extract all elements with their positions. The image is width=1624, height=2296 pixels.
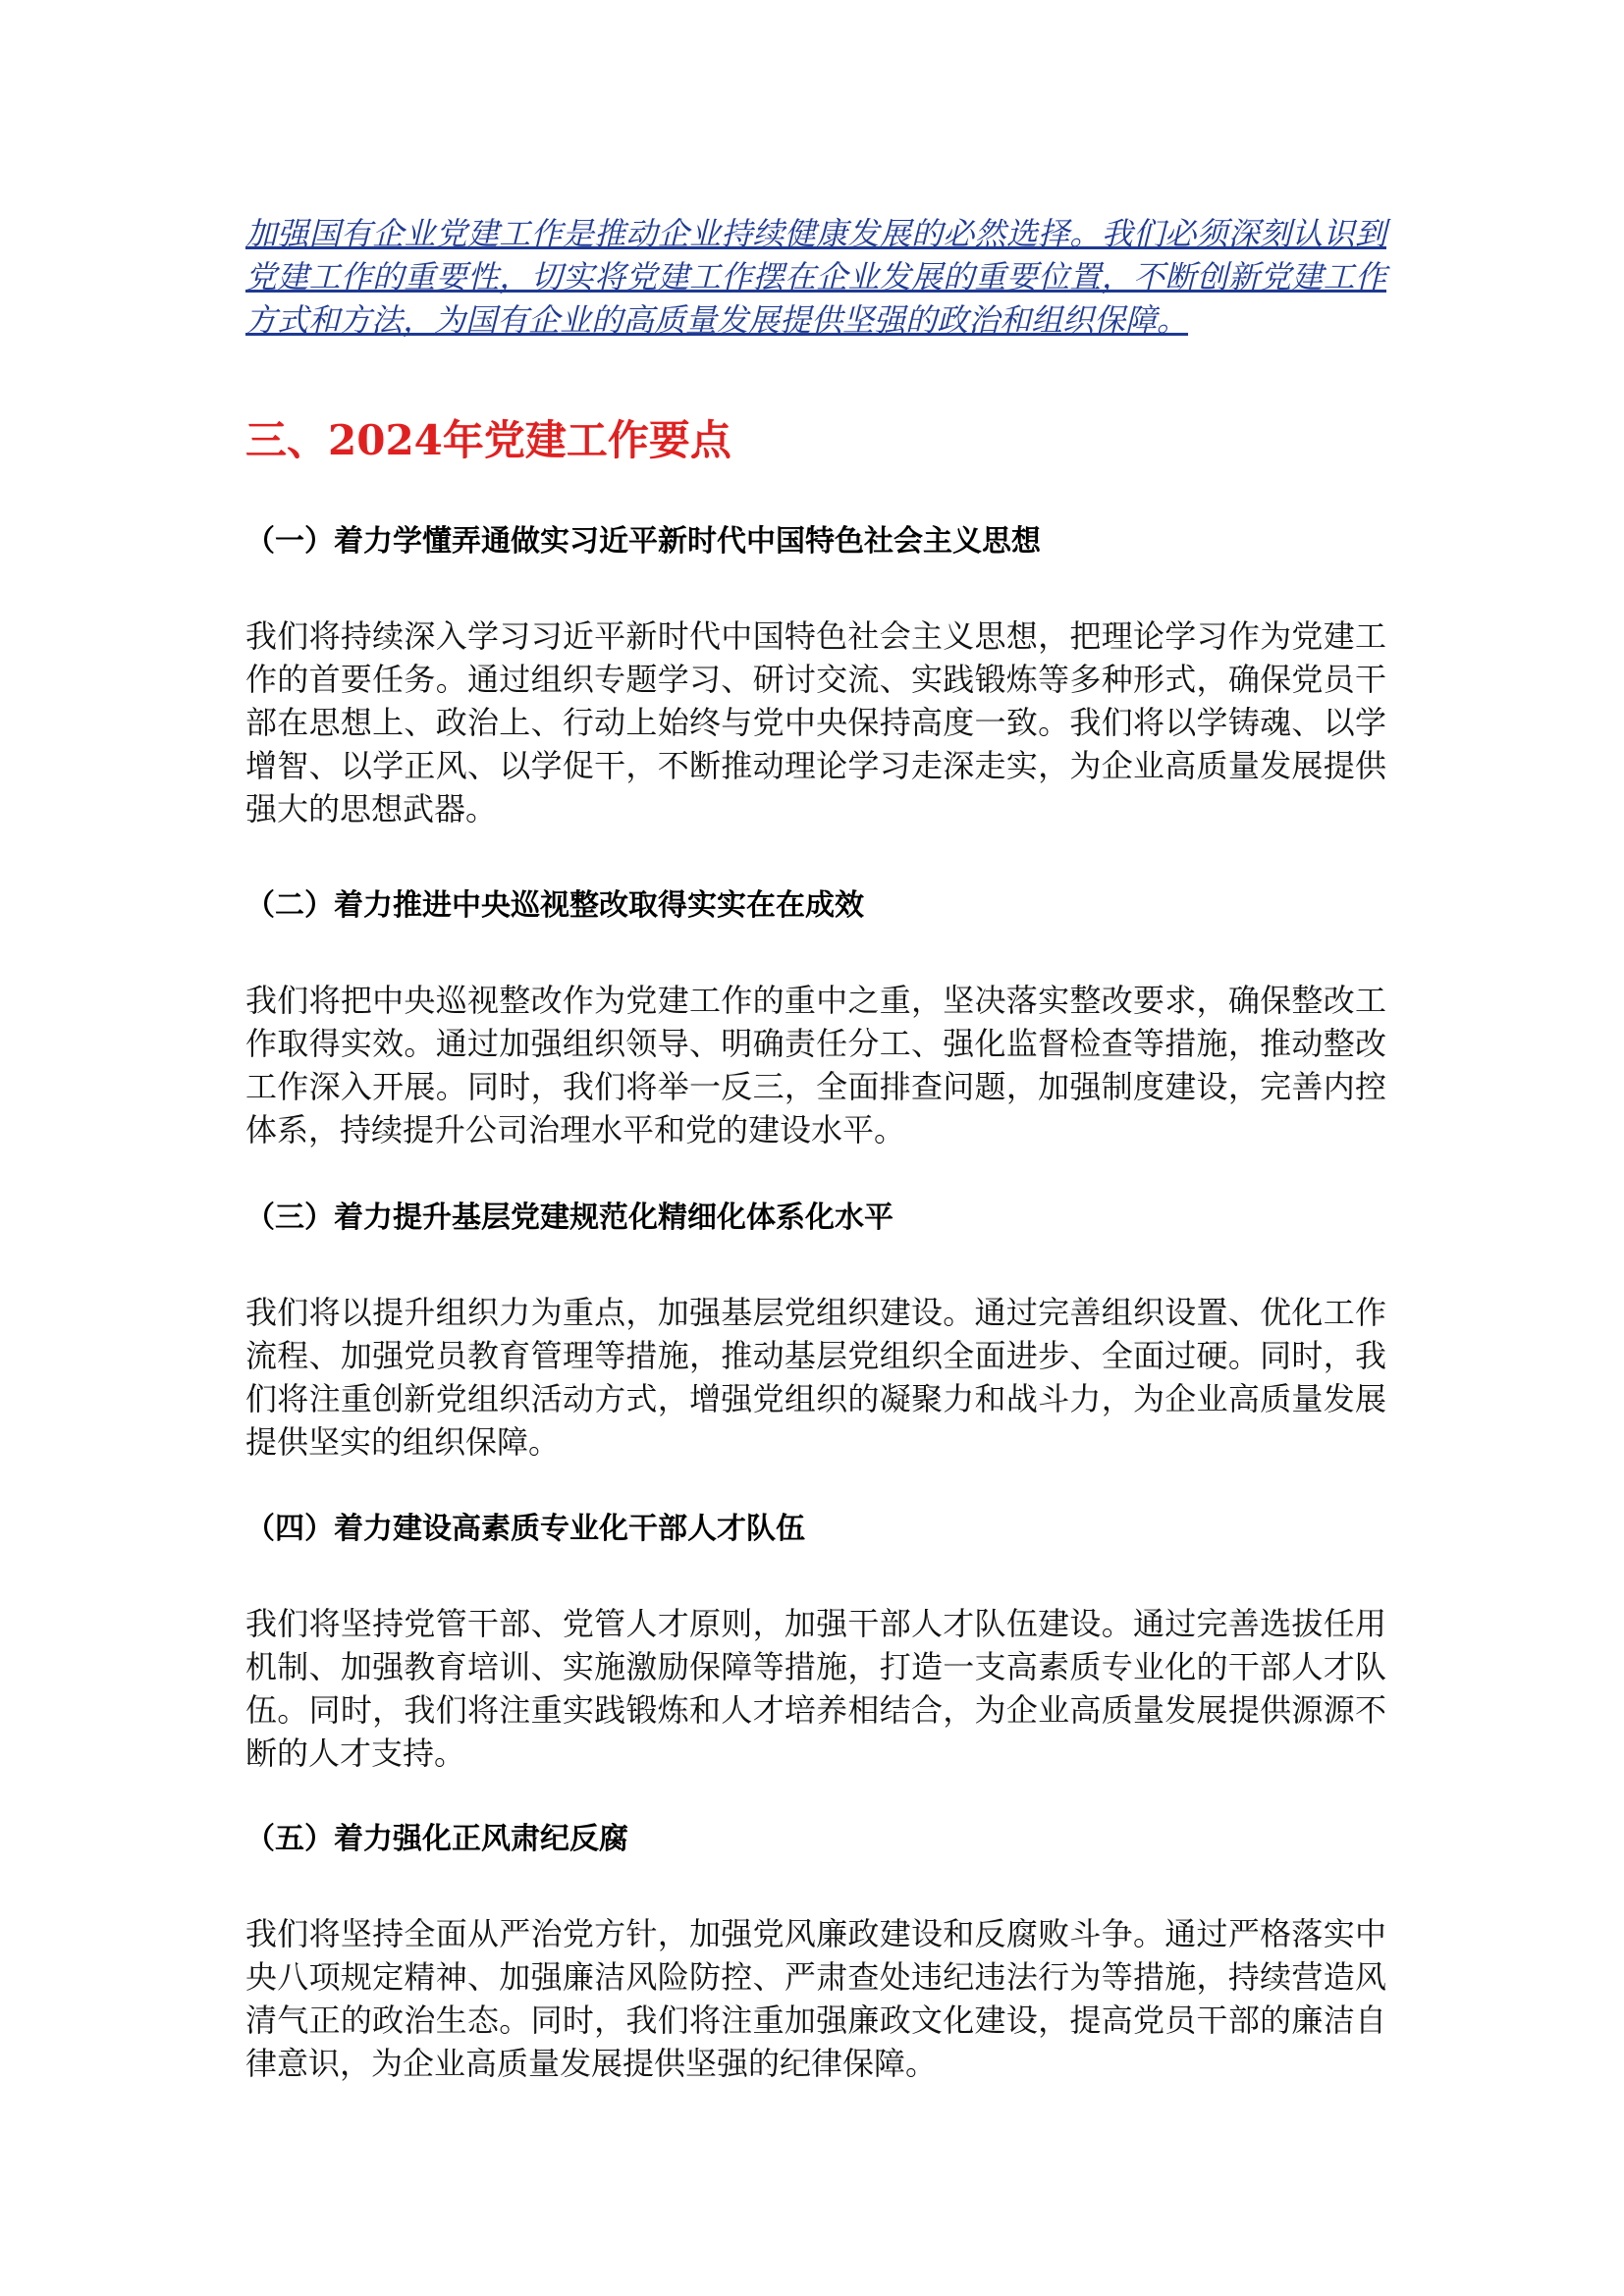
- subsection-body: 我们将持续深入学习习近平新时代中国特色社会主义思想，把理论学习作为党建工作的首要任务。通过组织专题学习、研讨交流、实践锻炼等多种形式，确保党员干部在思想上、政治上、行动上始终与党中央保持高度一致。我们将以学铸魂、以学增智、以学正风、以学促干，不断推动理论学习走深走实，为企业高质量发展提供强大的思想武器。: [245, 617, 1386, 828]
- document-page: [245, 212, 1386, 2082]
- subsection-heading: （五）着力强化正风肃纪反腐: [245, 1822, 628, 1856]
- subsection-1: [245, 522, 1386, 830]
- subsection-5: [245, 1820, 1386, 2085]
- subsection-body: 我们将把中央巡视整改作为党建工作的重中之重，坚决落实整改要求，确保整改工作取得实效。通过加强组织领导、明确责任分工、强化监督检查等措施，推动整改工作深入开展。同时，我们将举一反三，全面排查问题，加强制度建设，完善内控体系，持续提升公司治理水平和党的建设水平。: [245, 982, 1386, 1148]
- subsection-body: 我们将以提升组织力为重点，加强基层党组织建设。通过完善组织设置、优化工作流程、加强党员教育管理等措施，推动基层党组织全面进步、全面过硬。同时，我们将注重创新党组织活动方式，增强党组织的凝聚力和战斗力，为企业高质量发展提供坚实的组织保障。: [245, 1294, 1386, 1461]
- subsection-heading: （二）着力推进中央巡视整改取得实实在在成效: [245, 888, 864, 923]
- subsection-2: [245, 886, 1386, 1151]
- subsection-heading: （一）着力学懂弄通做实习近平新时代中国特色社会主义思想: [245, 524, 1041, 559]
- subsection-3: [245, 1199, 1386, 1464]
- subsection-body: 我们将坚持全面从严治党方针，加强党风廉政建设和反腐败斗争。通过严格落实中央八项规定精神、加强廉洁风险防控、严肃查处违纪违法行为等措施，持续营造风清气正的政治生态。同时，我们将注重加强廉政文化建设，提高党员干部的廉洁自律意识，为企业高质量发展提供坚强的纪律保障。: [245, 1915, 1386, 2082]
- subsection-4: [245, 1510, 1386, 1775]
- subsection-body: 我们将坚持党管干部、党管人才原则，加强干部人才队伍建设。通过完善选拔任用机制、加强教育培训、实施激励保障等措施，打造一支高素质专业化的干部人才队伍。同时，我们将注重实践锻炼和人才培养相结合，为企业高质量发展提供源源不断的人才支持。: [245, 1605, 1386, 1772]
- subsection-heading: （三）着力提升基层党建规范化精细化体系化水平: [245, 1201, 893, 1235]
- section-title: 三、2024年党建工作要点: [245, 416, 731, 464]
- intro-paragraph: 加强国有企业党建工作是推动企业持续健康发展的必然选择。我们必须深刻认识到党建工作的重要性，切实将党建工作摆在企业发展的重要位置，不断创新党建工作方式和方法，为国有企业的高质量发展提供坚强的政治和组织保障。: [245, 215, 1386, 339]
- subsection-heading: （四）着力建设高素质专业化干部人才队伍: [245, 1512, 805, 1546]
